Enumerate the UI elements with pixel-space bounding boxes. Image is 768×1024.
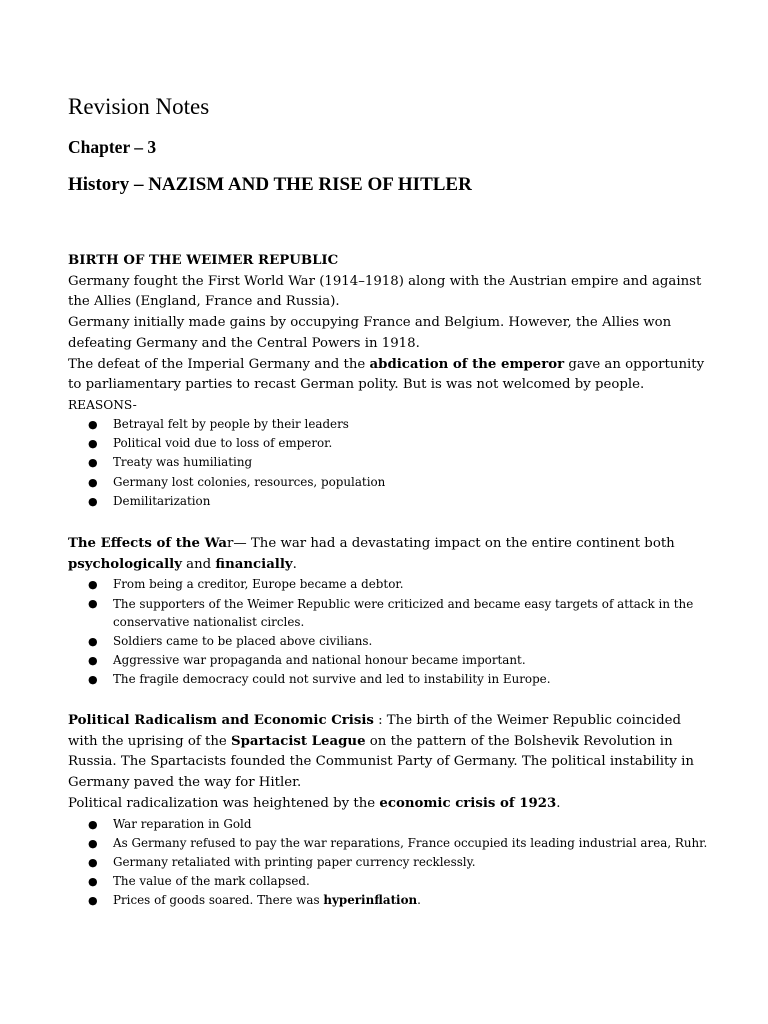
section-effects-of-war xyxy=(68,534,708,689)
paragraph: The Effects of the War— The war had a devastating impact on the entire continent both psychologically and financially. xyxy=(68,536,675,572)
paragraph: Political radicalization was heightened by the economic crisis of 1923. xyxy=(68,795,561,811)
list-item: ● War reparation in Gold xyxy=(88,816,252,831)
list-item: ● Political void due to loss of emperor. xyxy=(88,436,333,451)
chapter-heading: Chapter – 3 xyxy=(68,137,157,157)
reasons-list xyxy=(68,415,708,511)
list-item: ● The supporters of the Weimer Republic were criticized and became easy targets of attack in the conservative nationalist circles. xyxy=(88,596,694,630)
list-item: ● As Germany refused to pay the war reparations, France occupied its leading industrial area, Ruhr. xyxy=(88,835,708,850)
list-item: ● Betrayal felt by people by their leaders xyxy=(88,416,349,431)
effects-list xyxy=(68,575,708,689)
list-item: ● Aggressive war propaganda and national honour became important. xyxy=(88,653,526,667)
list-item: ● Soldiers came to be placed above civilians. xyxy=(88,633,373,648)
paragraph: Political Radicalism and Economic Crisis : The birth of the Weimer Republic coincided with the uprising of the Spartacist League on the pattern of the Bolshevik Revolution in Russia. The Spartacists founded the Communist Party of Germany. The political instability in Germany paved the way for Hitler. xyxy=(68,713,694,791)
reasons-label: REASONS- xyxy=(68,397,137,412)
subject-heading: History – NAZISM AND THE RISE OF HITLER xyxy=(68,174,472,195)
paragraph: Germany initially made gains by occupying France and Belgium. However, the Allies won defeating Germany and the Central Powers in 1918. xyxy=(68,315,672,351)
list-item: ● The value of the mark collapsed. xyxy=(88,874,310,889)
section-weimer-birth xyxy=(68,251,708,511)
section-heading: BIRTH OF THE WEIMER REPUBLIC xyxy=(68,253,339,268)
paragraph: The defeat of the Imperial Germany and the abdication of the emperor gave an opportunity to parliamentary parties to recast German polity. But is was not welcomed by people. xyxy=(68,356,705,393)
document-title: Revision Notes xyxy=(68,94,210,119)
list-item: ● From being a creditor, Europe became a debtor. xyxy=(88,577,404,592)
section-heading: Political Radicalism and Economic Crisis xyxy=(68,713,374,728)
list-item: ● Germany retaliated with printing paper currency recklessly. xyxy=(88,854,476,869)
section-radicalism-crisis xyxy=(68,711,708,911)
list-item: ● The fragile democracy could not survive and led to instability in Europe. xyxy=(88,672,551,687)
list-item: ● Treaty was humiliating xyxy=(88,455,253,470)
list-item: ● Prices of goods soared. There was hyperinflation. xyxy=(88,893,421,908)
crisis-list xyxy=(68,815,708,911)
list-item: ● Demilitarization xyxy=(88,493,211,508)
list-item: ● Germany lost colonies, resources, population xyxy=(88,474,386,489)
paragraph: Germany fought the First World War (1914–1918) along with the Austrian empire and against the Allies (England, France and Russia). xyxy=(68,273,702,310)
section-heading: The Effects of the Wa xyxy=(68,536,228,551)
